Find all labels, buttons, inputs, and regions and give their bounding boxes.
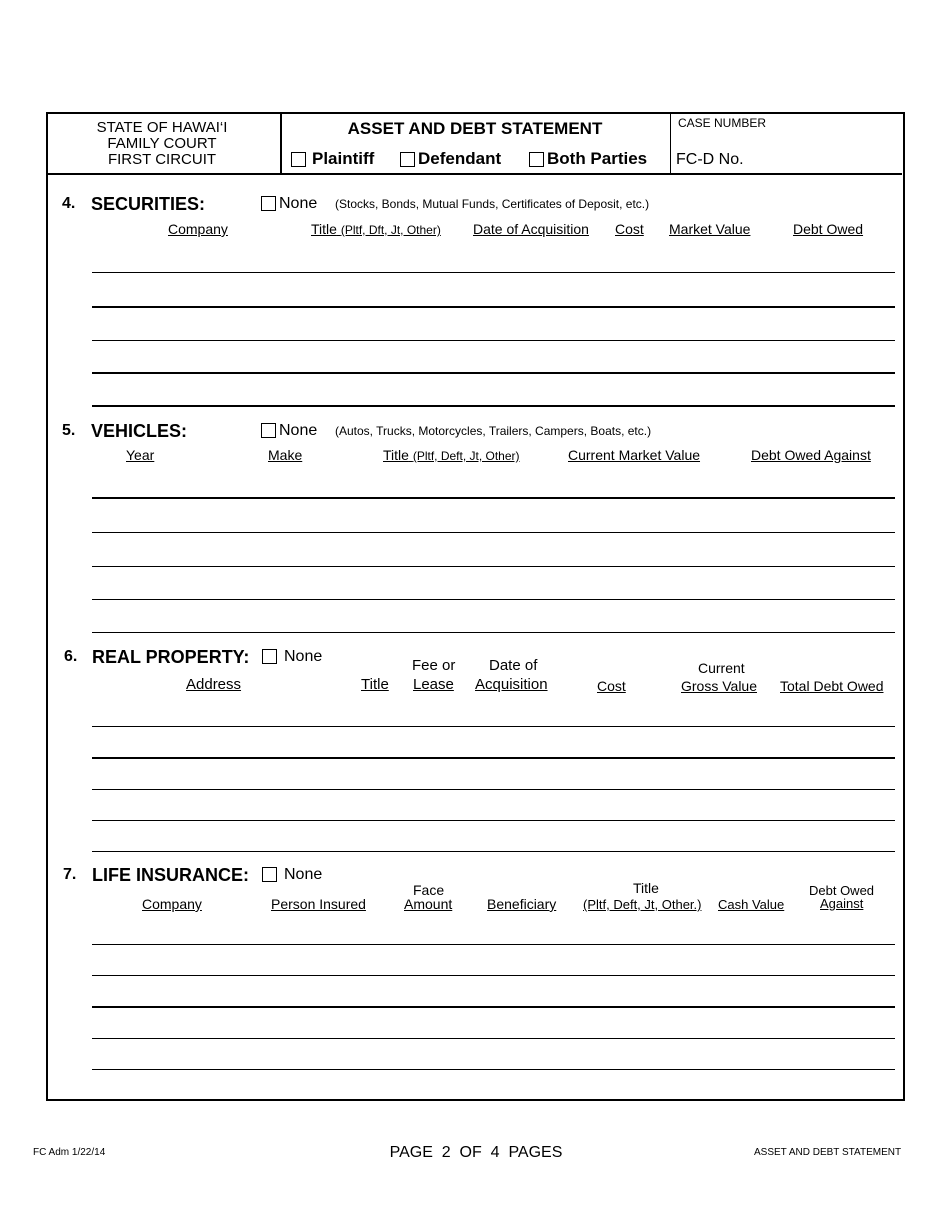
real-property-col-address: Address bbox=[186, 676, 242, 693]
real-property-col-gross-2: Gross Value bbox=[681, 678, 757, 694]
securities-col-date: Date of Acquisition bbox=[473, 221, 589, 237]
securities-col-title-text: Title bbox=[311, 221, 337, 237]
securities-entry-line[interactable] bbox=[92, 372, 895, 374]
securities-entry-line[interactable] bbox=[92, 306, 895, 308]
real-property-none-label: None bbox=[284, 648, 323, 665]
real-property-title: REAL PROPERTY: bbox=[92, 647, 250, 667]
vehicles-number: 5. bbox=[62, 422, 76, 439]
real-property-entry-line[interactable] bbox=[92, 726, 895, 727]
vehicles-col-title-text: Title bbox=[383, 447, 409, 463]
real-property-none-checkbox[interactable] bbox=[262, 649, 277, 664]
real-property-col-gross-1: Current bbox=[698, 660, 745, 676]
vehicles-entry-line[interactable] bbox=[92, 532, 895, 533]
case-number-prefix[interactable]: FC-D No. bbox=[676, 151, 744, 168]
life-insurance-entry-line[interactable] bbox=[92, 1006, 895, 1008]
vehicles-none-label: None bbox=[279, 422, 318, 439]
life-insurance-none-label: None bbox=[284, 866, 323, 883]
footer-form-name: ASSET AND DEBT STATEMENT bbox=[754, 1147, 902, 1158]
life-insurance-col-face-1: Face bbox=[413, 882, 445, 898]
real-property-entry-line[interactable] bbox=[92, 757, 895, 759]
securities-entry-line[interactable] bbox=[92, 340, 895, 341]
securities-none-label: None bbox=[279, 195, 318, 212]
real-property-col-date-2: Acquisition bbox=[475, 676, 548, 693]
life-insurance-col-company: Company bbox=[142, 896, 202, 912]
securities-entry-line[interactable] bbox=[92, 272, 895, 273]
footer-page-number: PAGE 2 OF 4 PAGES bbox=[389, 1144, 563, 1161]
plaintiff-label: Plaintiff bbox=[312, 149, 375, 168]
life-insurance-col-person: Person Insured bbox=[271, 896, 366, 912]
court-state: STATE OF HAWAI‘I bbox=[96, 119, 228, 136]
life-insurance-col-cash: Cash Value bbox=[718, 897, 785, 912]
real-property-col-debt: Total Debt Owed bbox=[780, 678, 884, 694]
both-parties-checkbox[interactable] bbox=[529, 152, 544, 167]
securities-none-checkbox[interactable] bbox=[261, 196, 276, 211]
vehicles-entry-line[interactable] bbox=[92, 632, 895, 633]
securities-col-title bbox=[311, 221, 441, 237]
real-property-entry-line[interactable] bbox=[92, 789, 895, 790]
securities-col-market: Market Value bbox=[669, 221, 751, 237]
real-property-col-fee-1: Fee or bbox=[412, 657, 456, 674]
securities-col-cost: Cost bbox=[615, 221, 644, 237]
securities-title: SECURITIES: bbox=[91, 194, 206, 214]
vehicles-col-debt: Debt Owed Against bbox=[751, 447, 871, 463]
vehicles-col-market: Current Market Value bbox=[568, 447, 701, 463]
plaintiff-checkbox[interactable] bbox=[291, 152, 306, 167]
vehicles-col-make: Make bbox=[268, 447, 303, 463]
vehicles-entry-line[interactable] bbox=[92, 566, 895, 567]
vehicles-col-year: Year bbox=[126, 447, 155, 463]
vehicles-entry-line[interactable] bbox=[92, 497, 895, 499]
form-frame bbox=[46, 112, 905, 1101]
life-insurance-entry-line[interactable] bbox=[92, 944, 895, 945]
header-divider-right bbox=[670, 113, 671, 173]
securities-number: 4. bbox=[62, 195, 76, 212]
life-insurance-col-debt-2: Against bbox=[820, 896, 864, 911]
securities-col-debt: Debt Owed bbox=[793, 221, 864, 237]
life-insurance-col-beneficiary: Beneficiary bbox=[487, 896, 557, 912]
vehicles-title: VEHICLES: bbox=[91, 421, 188, 441]
life-insurance-col-title-1: Title bbox=[633, 880, 659, 896]
real-property-col-cost: Cost bbox=[597, 678, 626, 694]
securities-entry-line[interactable] bbox=[92, 405, 895, 407]
real-property-col-date-1: Date of bbox=[489, 657, 538, 674]
real-property-col-title: Title bbox=[361, 676, 389, 693]
real-property-col-fee-2: Lease bbox=[413, 676, 454, 693]
life-insurance-number: 7. bbox=[63, 866, 77, 883]
securities-hint: (Stocks, Bonds, Mutual Funds, Certificates of Deposit, etc.) bbox=[335, 197, 650, 211]
real-property-entry-line[interactable] bbox=[92, 820, 895, 821]
securities-col-company: Company bbox=[168, 221, 228, 237]
defendant-label: Defendant bbox=[418, 149, 502, 168]
life-insurance-col-face-2: Amount bbox=[404, 896, 453, 912]
vehicles-none-checkbox[interactable] bbox=[261, 423, 276, 438]
life-insurance-title: LIFE INSURANCE: bbox=[92, 865, 249, 885]
life-insurance-entry-line[interactable] bbox=[92, 1069, 895, 1070]
securities-col-title-hint: (Pltf, Dft, Jt, Other) bbox=[340, 223, 441, 237]
life-insurance-col-debt-1: Debt Owed bbox=[809, 883, 875, 898]
court-name: FAMILY COURT bbox=[107, 135, 217, 152]
header-bottom-rule bbox=[47, 173, 902, 175]
vehicles-entry-line[interactable] bbox=[92, 599, 895, 600]
defendant-checkbox[interactable] bbox=[400, 152, 415, 167]
both-parties-label: Both Parties bbox=[547, 149, 648, 168]
life-insurance-entry-line[interactable] bbox=[92, 1038, 895, 1039]
case-number-label: CASE NUMBER bbox=[678, 116, 767, 130]
life-insurance-entry-line[interactable] bbox=[92, 975, 895, 976]
real-property-number: 6. bbox=[64, 648, 78, 665]
vehicles-hint: (Autos, Trucks, Motorcycles, Trailers, Campers, Boats, etc.) bbox=[335, 424, 652, 438]
life-insurance-col-title-2: (Pltf, Deft, Jt, Other.) bbox=[583, 897, 702, 912]
real-property-entry-line[interactable] bbox=[92, 851, 895, 852]
form-title: ASSET AND DEBT STATEMENT bbox=[347, 119, 603, 138]
court-circuit: FIRST CIRCUIT bbox=[107, 151, 217, 168]
vehicles-col-title-hint: (Pltf, Deft, Jt, Other) bbox=[412, 449, 520, 463]
life-insurance-none-checkbox[interactable] bbox=[262, 867, 277, 882]
vehicles-col-title bbox=[383, 447, 520, 463]
footer-form-id: FC Adm 1/22/14 bbox=[33, 1147, 106, 1158]
